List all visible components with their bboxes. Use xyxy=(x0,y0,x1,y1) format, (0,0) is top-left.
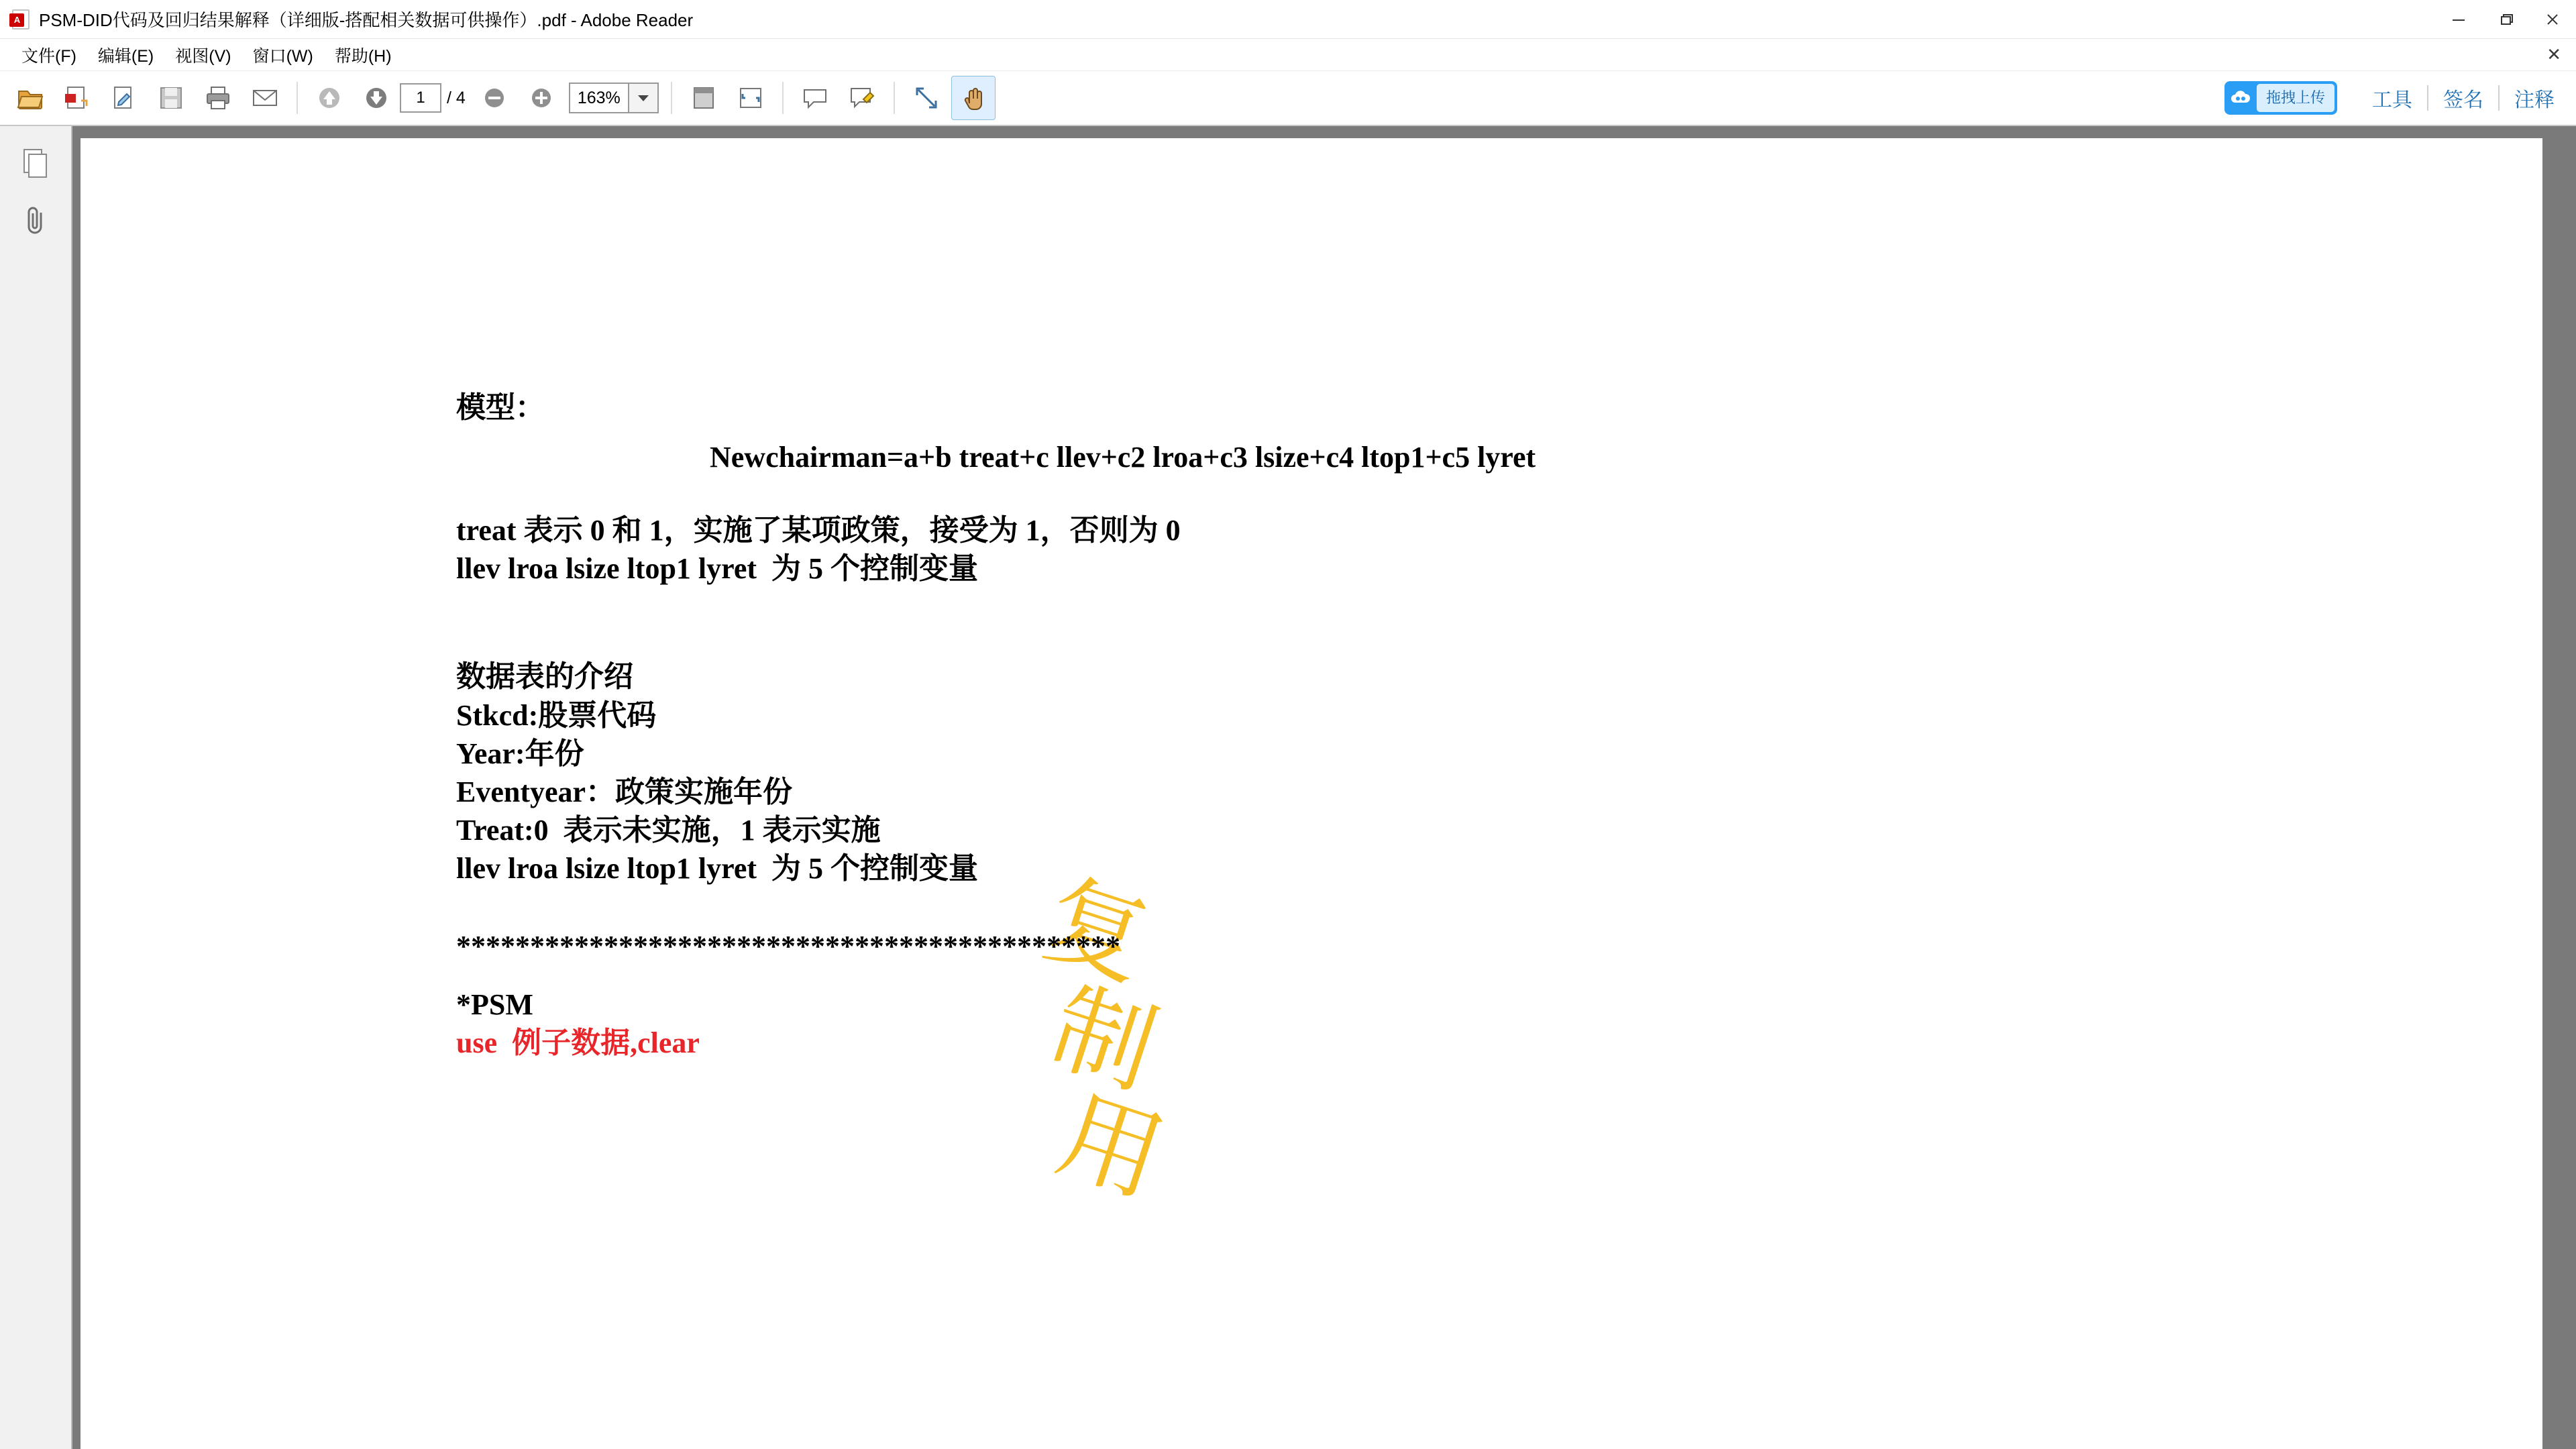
zoom-control[interactable] xyxy=(569,83,659,113)
watermark-char: 制 xyxy=(1038,971,1173,1110)
highlight-text-button[interactable] xyxy=(840,76,884,120)
doc-line-treat: Treat:0 表示未实施，1 表示实施 xyxy=(456,814,881,847)
menu-file[interactable]: 文件(F) xyxy=(21,46,76,66)
document-area xyxy=(0,126,2576,1449)
doc-line-controls-1: llev lroa lsize ltop1 lyret 为 5 个控制变量 xyxy=(456,552,979,586)
menu-window[interactable]: 窗口(W) xyxy=(252,46,313,66)
zoom-in-button[interactable] xyxy=(519,76,564,120)
create-pdf-button[interactable] xyxy=(55,76,99,120)
window-controls xyxy=(2435,0,2576,39)
toolbar-separator xyxy=(782,82,784,114)
title-bar xyxy=(0,0,2576,39)
cloud-upload-icon xyxy=(2224,81,2257,115)
close-document-button[interactable]: ✕ xyxy=(2546,44,2561,64)
page-number-input[interactable]: 1 xyxy=(400,83,441,113)
doc-line-eventyear: Eventyear：政策实施年份 xyxy=(456,775,793,808)
doc-line-stkcd: Stkcd:股票代码 xyxy=(456,698,657,732)
doc-line-psm-heading: *PSM xyxy=(456,987,533,1021)
pdf-file-icon: A xyxy=(9,8,32,31)
save-button[interactable] xyxy=(149,76,193,120)
hand-tool-button[interactable] xyxy=(951,76,996,120)
pdf-text-content xyxy=(456,393,2334,1062)
navigation-rail xyxy=(0,126,72,1449)
page-total-label: / 4 xyxy=(447,88,466,107)
comment-panel-link[interactable]: 注释 xyxy=(2514,89,2555,111)
toolbar-separator xyxy=(894,82,895,114)
doc-line-separator: ********************************************* xyxy=(456,929,1120,963)
toolbar-separator xyxy=(671,82,672,114)
email-button[interactable] xyxy=(243,76,287,120)
chevron-down-icon[interactable] xyxy=(628,84,657,112)
tools-panel-link[interactable]: 工具 xyxy=(2372,89,2412,111)
toolbar-separator xyxy=(297,82,298,114)
watermark-char: 复 xyxy=(1031,863,1166,1002)
sign-panel-link[interactable]: 签名 xyxy=(2443,89,2483,111)
menu-help[interactable]: 帮助(H) xyxy=(334,46,392,66)
open-file-button[interactable] xyxy=(8,76,52,120)
window-title: PSM-DID代码及回归结果解释（详细版-搭配相关数据可供操作）.pdf - Adobe Reader xyxy=(39,10,694,30)
edit-pdf-button[interactable] xyxy=(102,76,146,120)
comment-button[interactable] xyxy=(793,76,837,120)
previous-page-button[interactable] xyxy=(307,76,352,120)
fit-width-button[interactable] xyxy=(729,76,773,120)
menu-edit[interactable]: 编辑(E) xyxy=(97,46,154,66)
zoom-out-button[interactable] xyxy=(472,76,517,120)
doc-line-treat-desc: treat 表示 0 和 1，实施了某项政策，接受为 1，否则为 0 xyxy=(456,514,1181,547)
toolbar xyxy=(0,71,2576,126)
fullscreen-button[interactable] xyxy=(904,76,949,120)
doc-line-model-heading: 模型： xyxy=(456,391,545,424)
pdf-viewport[interactable] xyxy=(72,126,2576,1449)
attachments-button[interactable] xyxy=(11,196,60,247)
print-button[interactable] xyxy=(196,76,240,120)
menu-view[interactable]: 视图(V) xyxy=(175,46,231,66)
doc-line-controls-2: llev lroa lsize ltop1 lyret 为 5 个控制变量 xyxy=(456,852,979,885)
doc-line-year: Year:年份 xyxy=(456,737,584,770)
watermark-char: 用 xyxy=(1045,1079,1180,1218)
drag-upload-widget[interactable] xyxy=(2224,81,2337,115)
close-icon[interactable] xyxy=(2529,0,2576,39)
menu-bar xyxy=(0,39,2576,71)
next-page-button[interactable] xyxy=(354,76,398,120)
drag-upload-label[interactable]: 拖拽上传 xyxy=(2257,84,2334,112)
minimize-icon[interactable] xyxy=(2435,0,2482,39)
zoom-level-value[interactable]: 163% xyxy=(577,89,621,107)
doc-line-use-command: use 例子数据,clear xyxy=(456,1026,700,1059)
restore-icon[interactable] xyxy=(2482,0,2529,39)
doc-line-formula: Newchairman=a+b treat+c llev+c2 lroa+c3 lsize+c4 ltop1+c5 lyret xyxy=(710,441,1536,474)
fit-page-button[interactable] xyxy=(682,76,726,120)
pdf-page xyxy=(80,138,2542,1449)
toolbar-right-section xyxy=(2224,70,2569,125)
page-thumbnails-button[interactable] xyxy=(11,138,60,189)
doc-line-table-intro: 数据表的介绍 xyxy=(456,660,633,694)
